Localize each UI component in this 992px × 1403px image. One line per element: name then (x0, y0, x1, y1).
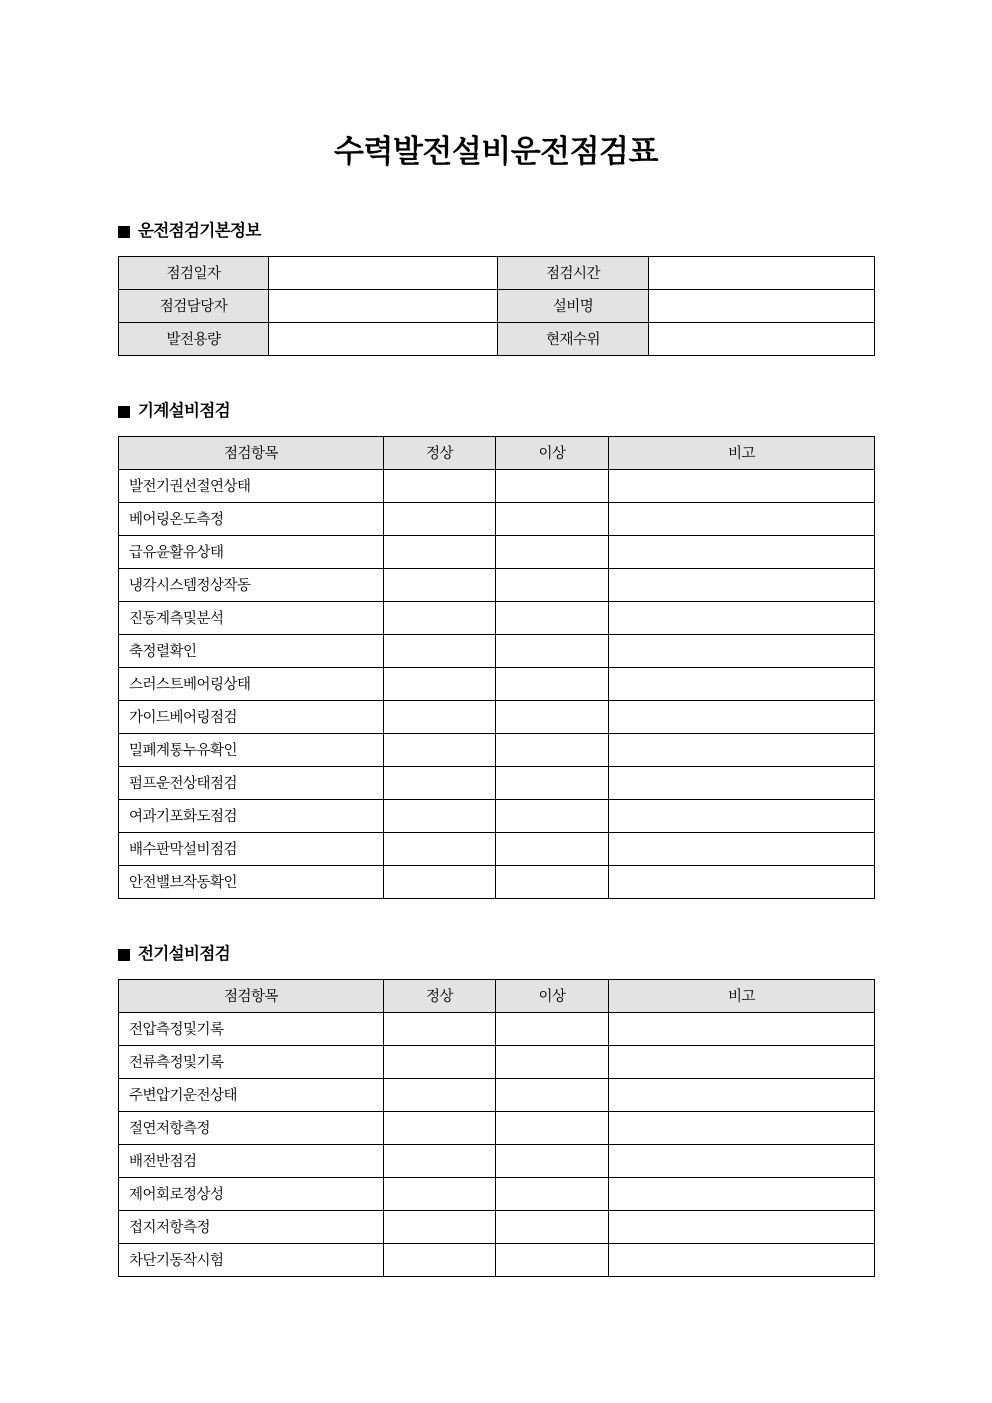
inspection-item-label: 주변압기운전상태 (119, 1078, 384, 1111)
abnormal-check-cell[interactable] (496, 1144, 609, 1177)
normal-check-cell[interactable] (384, 700, 496, 733)
electrical-inspection-table (118, 979, 875, 1277)
table-row (119, 634, 875, 667)
table-row (119, 1111, 875, 1144)
field-label: 발전용량 (119, 322, 269, 355)
abnormal-check-cell[interactable] (496, 601, 609, 634)
table-row (119, 1045, 875, 1078)
remark-cell[interactable] (609, 832, 875, 865)
table-row (119, 1243, 875, 1276)
black-square-bullet-icon (118, 949, 130, 961)
table-row (119, 832, 875, 865)
field-label: 점검시간 (498, 256, 649, 289)
table-row (119, 1078, 875, 1111)
table-row (119, 865, 875, 898)
normal-check-cell[interactable] (384, 634, 496, 667)
inspection-item-label: 제어회로정상성 (119, 1177, 384, 1210)
abnormal-check-cell[interactable] (496, 1012, 609, 1045)
remark-cell[interactable] (609, 1045, 875, 1078)
normal-check-cell[interactable] (384, 1012, 496, 1045)
field-value-input[interactable] (649, 322, 875, 355)
inspection-item-label: 발전기권선절연상태 (119, 469, 384, 502)
table-row (119, 256, 875, 289)
abnormal-check-cell[interactable] (496, 832, 609, 865)
electrical-table-body (119, 1012, 875, 1276)
section-heading-basic-info (118, 170, 874, 242)
mechanical-table-body (119, 469, 875, 898)
remark-cell[interactable] (609, 1144, 875, 1177)
column-header-normal: 정상 (384, 979, 496, 1012)
column-header-normal: 정상 (384, 436, 496, 469)
table-row (119, 700, 875, 733)
field-value-input[interactable] (649, 289, 875, 322)
inspection-item-label: 전류측정및기록 (119, 1045, 384, 1078)
table-row (119, 1210, 875, 1243)
inspection-item-label: 베어링온도측정 (119, 502, 384, 535)
table-row (119, 1012, 875, 1045)
normal-check-cell[interactable] (384, 469, 496, 502)
table-header-row (119, 979, 875, 1012)
abnormal-check-cell[interactable] (496, 733, 609, 766)
section-basic-info (118, 170, 874, 356)
normal-check-cell[interactable] (384, 1078, 496, 1111)
abnormal-check-cell[interactable] (496, 1078, 609, 1111)
normal-check-cell[interactable] (384, 766, 496, 799)
basic-info-table (118, 256, 875, 356)
table-row (119, 568, 875, 601)
abnormal-check-cell[interactable] (496, 799, 609, 832)
abnormal-check-cell[interactable] (496, 469, 609, 502)
section-electrical-inspection (118, 899, 874, 1277)
inspection-item-label: 진동계측및분석 (119, 601, 384, 634)
normal-check-cell[interactable] (384, 1111, 496, 1144)
remark-cell[interactable] (609, 535, 875, 568)
black-square-bullet-icon (118, 226, 130, 238)
normal-check-cell[interactable] (384, 799, 496, 832)
remark-cell[interactable] (609, 865, 875, 898)
normal-check-cell[interactable] (384, 1144, 496, 1177)
field-value-input[interactable] (269, 256, 498, 289)
inspection-item-label: 절연저항측정 (119, 1111, 384, 1144)
inspection-item-label: 밀폐계통누유확인 (119, 733, 384, 766)
field-value-input[interactable] (649, 256, 875, 289)
normal-check-cell[interactable] (384, 1045, 496, 1078)
table-row (119, 733, 875, 766)
normal-check-cell[interactable] (384, 601, 496, 634)
field-label: 현재수위 (498, 322, 649, 355)
column-header-item: 점검항목 (119, 979, 384, 1012)
section-heading-electrical (118, 899, 874, 965)
normal-check-cell[interactable] (384, 568, 496, 601)
table-row (119, 502, 875, 535)
section-heading-mechanical (118, 356, 874, 422)
normal-check-cell[interactable] (384, 667, 496, 700)
inspection-item-label: 배수판막설비점검 (119, 832, 384, 865)
column-header-remark: 비고 (609, 979, 875, 1012)
abnormal-check-cell[interactable] (496, 1177, 609, 1210)
table-row (119, 469, 875, 502)
table-row (119, 766, 875, 799)
column-header-remark: 비고 (609, 436, 875, 469)
column-header-item: 점검항목 (119, 436, 384, 469)
normal-check-cell[interactable] (384, 502, 496, 535)
field-value-input[interactable] (269, 322, 498, 355)
remark-cell[interactable] (609, 634, 875, 667)
table-row (119, 1177, 875, 1210)
remark-cell[interactable] (609, 1210, 875, 1243)
abnormal-check-cell[interactable] (496, 865, 609, 898)
column-header-abnormal: 이상 (496, 979, 609, 1012)
abnormal-check-cell[interactable] (496, 700, 609, 733)
abnormal-check-cell[interactable] (496, 1111, 609, 1144)
remark-cell[interactable] (609, 1243, 875, 1276)
normal-check-cell[interactable] (384, 1243, 496, 1276)
abnormal-check-cell[interactable] (496, 634, 609, 667)
abnormal-check-cell[interactable] (496, 766, 609, 799)
table-row (119, 289, 875, 322)
remark-cell[interactable] (609, 601, 875, 634)
abnormal-check-cell[interactable] (496, 667, 609, 700)
remark-cell[interactable] (609, 799, 875, 832)
page-title: 수력발전설비운전점검표 (334, 134, 658, 169)
mechanical-inspection-table (118, 436, 875, 899)
remark-cell[interactable] (609, 568, 875, 601)
table-row (119, 535, 875, 568)
inspection-item-label: 접지저항측정 (119, 1210, 384, 1243)
inspection-item-label: 펌프운전상태점검 (119, 766, 384, 799)
column-header-abnormal: 이상 (496, 436, 609, 469)
inspection-item-label: 여과기포화도점검 (119, 799, 384, 832)
remark-cell[interactable] (609, 700, 875, 733)
field-label: 점검담당자 (119, 289, 269, 322)
section-mechanical-inspection (118, 356, 874, 899)
inspection-item-label: 급유윤활유상태 (119, 535, 384, 568)
table-row (119, 322, 875, 355)
black-square-bullet-icon (118, 406, 130, 418)
remark-cell[interactable] (609, 766, 875, 799)
remark-cell[interactable] (609, 667, 875, 700)
inspection-item-label: 축정렬확인 (119, 634, 384, 667)
remark-cell[interactable] (609, 502, 875, 535)
remark-cell[interactable] (609, 1177, 875, 1210)
normal-check-cell[interactable] (384, 535, 496, 568)
table-row (119, 601, 875, 634)
inspection-item-label: 냉각시스템정상작동 (119, 568, 384, 601)
table-row (119, 667, 875, 700)
abnormal-check-cell[interactable] (496, 1243, 609, 1276)
normal-check-cell[interactable] (384, 733, 496, 766)
field-label: 점검일자 (119, 256, 269, 289)
inspection-item-label: 배전반점검 (119, 1144, 384, 1177)
abnormal-check-cell[interactable] (496, 535, 609, 568)
remark-cell[interactable] (609, 733, 875, 766)
inspection-item-label: 차단기동작시험 (119, 1243, 384, 1276)
inspection-item-label: 전압측정및기록 (119, 1012, 384, 1045)
table-row (119, 799, 875, 832)
remark-cell[interactable] (609, 469, 875, 502)
table-header-row (119, 436, 875, 469)
abnormal-check-cell[interactable] (496, 502, 609, 535)
section-heading-label: 전기설비점검 (138, 944, 231, 963)
abnormal-check-cell[interactable] (496, 1210, 609, 1243)
field-value-input[interactable] (269, 289, 498, 322)
field-label: 설비명 (498, 289, 649, 322)
remark-cell[interactable] (609, 1012, 875, 1045)
section-heading-label: 기계설비점검 (138, 401, 231, 420)
abnormal-check-cell[interactable] (496, 568, 609, 601)
section-heading-label: 운전점검기본정보 (138, 222, 261, 241)
normal-check-cell[interactable] (384, 1210, 496, 1243)
table-row (119, 1144, 875, 1177)
normal-check-cell[interactable] (384, 832, 496, 865)
normal-check-cell[interactable] (384, 1177, 496, 1210)
inspection-item-label: 안전밸브작동확인 (119, 865, 384, 898)
normal-check-cell[interactable] (384, 865, 496, 898)
abnormal-check-cell[interactable] (496, 1045, 609, 1078)
inspection-item-label: 스러스트베어링상태 (119, 667, 384, 700)
inspection-item-label: 가이드베어링점검 (119, 700, 384, 733)
remark-cell[interactable] (609, 1078, 875, 1111)
remark-cell[interactable] (609, 1111, 875, 1144)
